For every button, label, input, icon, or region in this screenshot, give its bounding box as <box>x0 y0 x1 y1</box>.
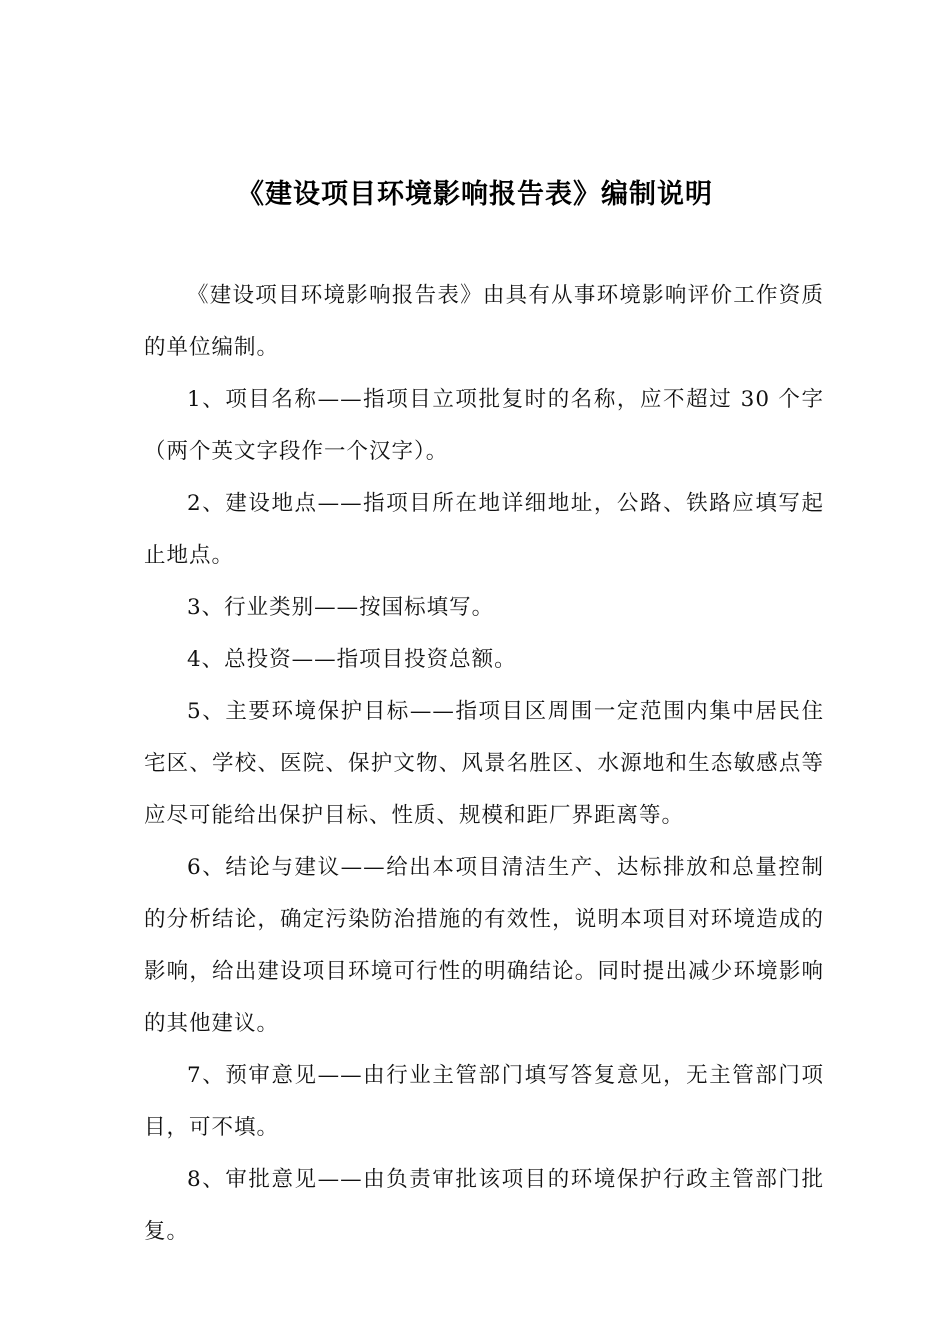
paragraph-item-1: 1、项目名称——指项目立项批复时的名称，应不超过 30 个字（两个英文字段作一个汉字）。 <box>144 387 824 464</box>
paragraph-item-6: 6、结论与建议——给出本项目清洁生产、达标排放和总量控制的分析结论，确定污染防治措施的有效性，说明本项目对环境造成的影响，给出建设项目环境可行性的明确结论。同时提出减少环境影响的其他建议。 <box>144 855 824 1036</box>
paragraph-intro: 《建设项目环境影响报告表》由具有从事环境影响评价工作资质的单位编制。 <box>144 283 824 360</box>
paragraph-item-4: 4、总投资——指项目投资总额。 <box>187 647 517 672</box>
document-title: 《建设项目环境影响报告表》编制说明 <box>237 179 713 210</box>
paragraph-item-5: 5、主要环境保护目标——指项目区周围一定范围内集中居民住宅区、学校、医院、保护文物、风景名胜区、水源地和生态敏感点等应尽可能给出保护目标、性质、规模和距厂界距离等。 <box>144 699 824 828</box>
paragraph-item-3: 3、行业类别——按国标填写。 <box>187 595 495 620</box>
paragraph-item-2: 2、建设地点——指项目所在地详细地址，公路、铁路应填写起止地点。 <box>144 491 824 568</box>
paragraph-item-8: 8、审批意见——由负责审批该项目的环境保护行政主管部门批复。 <box>144 1167 824 1244</box>
document-body <box>144 270 824 1258</box>
paragraph-item-7: 7、预审意见——由行业主管部门填写答复意见，无主管部门项目，可不填。 <box>144 1063 824 1140</box>
